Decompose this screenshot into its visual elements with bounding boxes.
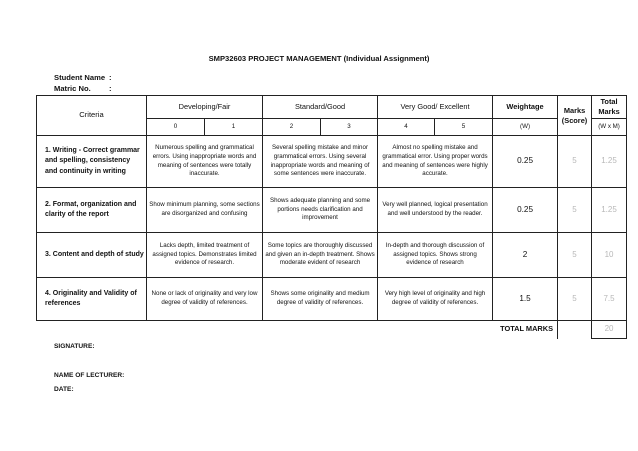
criteria-cell: 4. Originality and Validity of references [37,278,147,321]
very-good-cell: Very high level of originality and high degree of validity of references. [378,278,493,321]
scale-0: 0 [147,119,205,136]
standard-cell: Some topics are thoroughly discussed and given an in-depth treatment. Shows moderate evident of research [263,233,378,278]
document-title: SMP32603 PROJECT MANAGEMENT (Individual Assignment) [208,54,430,63]
standard-cell: Shows some originality and medium degree of validity of references. [263,278,378,321]
table-row [37,136,627,188]
matric-row [54,84,112,93]
total-marks-label: TOTAL MARKS [37,321,558,339]
total-cell: 1.25 [592,188,627,233]
developing-cell: Show minimum planning, some sections are disorganized and confusing [147,188,263,233]
date-label: DATE: [54,386,74,393]
weight-symbol: (W) [493,119,558,136]
signature-label: SIGNATURE: [54,343,95,350]
weightage-cell: 0.25 [493,188,558,233]
total-formula: (W x M) [592,119,627,136]
marks-cell: 5 [558,188,592,233]
developing-cell: Numerous spelling and grammatical errors. Using inappropriate words and meaning of sentences were totally inaccurate. [147,136,263,188]
standard-cell: Several spelling mistake and minor grammatical errors. Using several inappropriate words and meaning of some sentences were inaccurate. [263,136,378,188]
matric-colon: : [109,84,112,93]
very-good-header: Very Good/ Excellent [378,96,493,119]
criteria-cell: 3. Content and depth of study [37,233,147,278]
matric-label: Matric No. [54,84,91,93]
student-name-label: Student Name [54,73,106,82]
scale-1: 1 [205,119,263,136]
criteria-cell: 1. Writing - Correct grammar and spelling, consistency and continuity in writing [37,136,147,188]
table-row [37,278,627,321]
rubric-table [36,95,627,339]
total-marks-spacer [558,321,592,339]
total-marks-value: 20 [592,321,627,339]
student-name-colon: : [109,73,112,82]
table-row [37,188,627,233]
scale-5: 5 [435,119,493,136]
criteria-cell: 2. Format, organization and clarity of the report [37,188,147,233]
total-cell: 1.25 [592,136,627,188]
total-cell: 10 [592,233,627,278]
scale-4: 4 [378,119,435,136]
developing-cell: None or lack of originality and very low degree of validity of references. [147,278,263,321]
marks-cell: 5 [558,278,592,321]
weightage-cell: 0.25 [493,136,558,188]
student-name-row [54,73,112,82]
marks-cell: 5 [558,233,592,278]
weightage-header: Weightage [493,96,558,119]
very-good-cell: In-depth and thorough discussion of assigned topics. Shows strong evidence of research [378,233,493,278]
very-good-cell: Almost no spelling mistake and grammatical error. Using proper words and meaning of sentences were highly accurate. [378,136,493,188]
developing-cell: Lacks depth, limited treatment of assigned topics. Demonstrates limited evidence of research. [147,233,263,278]
lecturer-label: NAME OF LECTURER: [54,372,125,379]
weightage-cell: 2 [493,233,558,278]
table-row [37,233,627,278]
criteria-header: Criteria [37,96,147,136]
scale-2: 2 [263,119,321,136]
scale-3: 3 [321,119,378,136]
marks-cell: 5 [558,136,592,188]
marks-header: Marks (Score) [558,96,592,136]
very-good-cell: Very well planned, logical presentation and well understood by the reader. [378,188,493,233]
developing-header: Developing/Fair [147,96,263,119]
weightage-cell: 1.5 [493,278,558,321]
total-header: Total Marks [592,96,627,119]
standard-cell: Shows adequate planning and some portions needs clarification and improvement [263,188,378,233]
total-cell: 7.5 [592,278,627,321]
standard-header: Standard/Good [263,96,378,119]
